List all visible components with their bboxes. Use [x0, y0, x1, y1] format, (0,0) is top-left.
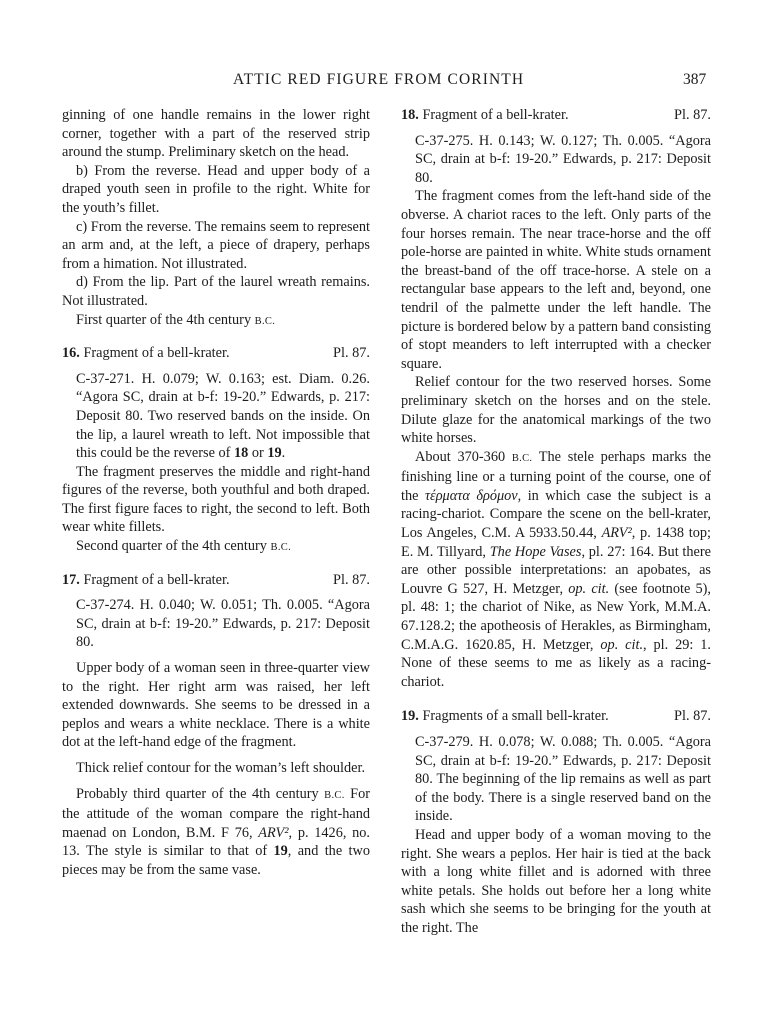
entry-17-title [62, 571, 230, 590]
entry-16-catalogue [62, 370, 370, 463]
date-text: First quarter of the 4th century [76, 311, 255, 328]
bc-smallcaps: B.C. [270, 542, 291, 554]
hope-vases-title: The Hope Vases [489, 543, 582, 560]
entry-18-heading [401, 106, 711, 125]
entry-18-relief: Relief contour for the two reserved horses. Some preliminary sketch on the horses and on the stele. Dilute glaze for the anatomical markings of the two white horses. [401, 374, 711, 447]
bc-smallcaps: B.C. [254, 315, 276, 327]
entry-19-description: Head and upper body of a woman moving to the right. She wears a peplos. Her hair is tied at the back with a long white fillet and is adorned with three white petals. She holds out before her a long white sash which she seems to be bringing for the youth at the right. The [401, 826, 711, 936]
comparison-text: , and the two pieces may be from the same vase. [62, 843, 370, 878]
entry-17-title-text: Fragment of a bell-krater. [79, 571, 230, 588]
running-title: ATTIC RED FIGURE FROM CORINTH [233, 71, 525, 88]
bc-smallcaps: B.C. [511, 452, 533, 464]
comparison-text: For the attitude of the woman compare the right-hand maenad on London, B.M. F 76, [62, 785, 370, 841]
discussion-text: About 370-360 [415, 448, 512, 465]
entry-18-description: The fragment comes from the left-hand side of the obverse. A chariot races to the left. Only parts of the four horses remain. The near trace-horse and the off pole-horse are painted in white. White studs ornament the breast-band of the off trace-horse. A stele on a rectangular base appears to the left and, beyond, one tendril of the palmette under the left handle. The picture is bordered below by a pattern band consisting of stopt meanders to left interrupted with a checker square. [401, 188, 711, 372]
entry-15b-paragraph: b) From the reverse. Head and upper body of a draped youth seen in profile to the right. White for the youth’s fillet. [62, 162, 370, 216]
entry-17-description: Upper body of a woman seen in three-quarter view to the right. Her right arm was raised, her left extended downwards. She seems to be dressed in a peplos and wears a white necklace. There is a white dot at the left-hand edge of the fragment. [62, 660, 370, 751]
date-text: Second quarter of the 4th century [76, 538, 271, 555]
comparison-text: , p. 1426, no. 13. The style is similar to that of [62, 824, 371, 860]
entry-15d-paragraph: d) From the lip. Part of the laurel wreath remains. Not illustrated. [62, 274, 370, 309]
greek-phrase: τέρματα δρόμον [424, 487, 518, 504]
op-cit: op. cit. [568, 580, 610, 597]
arv-abbrev: ARV² [258, 824, 289, 841]
entry-18-title-text: Fragment of a bell-krater. [418, 107, 569, 123]
entry-18-number: 18. [401, 107, 419, 123]
entry-18-plate: Pl. 87. [674, 107, 711, 123]
entry-19-catalogue: C-37-279. H. 0.078; W. 0.088; Th. 0.005. “Agora SC, drain at b-f: 19-20.” Edwards, p. 217: Deposit 80. The beginning of the lip remains as well as part of the body. There is a single reserved band on the inside. [415, 734, 711, 825]
entry-17-relief: Thick relief contour for the woman’s left shoulder. [76, 760, 366, 776]
or-text: or [248, 445, 268, 462]
entry-16-heading [62, 344, 370, 363]
ref-18: 18 [234, 445, 249, 462]
discussion-text: (see footnote 5), pl. 48: 1; the chariot of Nike, as New York, M.M.A. 67.128.2; the apotheosis of Herakles, as Birmingham, C.M.A.G. 1620.85, H. Metzger, [401, 580, 711, 653]
entry-19-title [401, 707, 609, 726]
catalogue-text: C-37-271. H. 0.079; W. 0.163; est. Diam. 0.26. “Agora SC, drain at b-f: 19-20.” Edwards, p. 217: Deposit 80. Two reserved bands on the inside. On the lip, a laurel wreath to left. Not impossible that this could be the reverse of [76, 370, 370, 462]
entry-17-date [62, 785, 370, 880]
left-column [62, 106, 370, 880]
entry-17-catalogue: C-37-274. H. 0.040; W. 0.051; Th. 0.005. “Agora SC, drain at b-f: 19-20.” Edwards, p. 217: Deposit 80. [76, 597, 370, 651]
entry-16-plate: Pl. 87. [333, 345, 370, 362]
page-number: 387 [683, 71, 707, 88]
entry-17-number: 17. [62, 571, 80, 588]
entry-18-discussion [401, 448, 711, 692]
op-cit: op. cit. [600, 636, 644, 653]
entry-19-plate: Pl. 87. [674, 708, 711, 725]
date-text: Probably third quarter of the 4th century [76, 785, 325, 802]
entry-15-date [62, 311, 370, 332]
entry-16-date [62, 537, 370, 558]
discussion-text: , pl. 27: 164. But there are other possible interpretations: an apobates, as Louvre G 527, H. Metzger, [401, 543, 711, 597]
entry-17-plate: Pl. 87. [333, 571, 370, 588]
right-column [401, 106, 711, 938]
discussion-text: , p. 1438 top; E. M. Tillyard, [401, 525, 711, 560]
bc-smallcaps: B.C. [324, 789, 345, 801]
entry-19-number: 19. [401, 708, 419, 725]
entry-15c-paragraph: c) From the reverse. The remains seem to represent an arm and, at the left, a piece of drapery, perhaps from a himation. Not illustrated. [62, 218, 370, 272]
entry-16-title-text: Fragment of a bell-krater. [79, 345, 230, 362]
discussion-text: , in which case the subject is a racing-chariot. Compare the scene on the bell-krater, Los Angeles, C.M. A 5933.50.44, [401, 487, 711, 542]
entry-19-heading [401, 707, 711, 726]
entry-18-title [401, 106, 569, 125]
entry-18-catalogue: C-37-275. H. 0.143; W. 0.127; Th. 0.005. “Agora SC, drain at b-f: 19-20.” Edwards, p. 217: Deposit 80. [415, 132, 711, 186]
arv-abbrev: ARV² [601, 525, 632, 542]
entry-16-description: The fragment preserves the middle and right-hand figures of the reverse, both youthful and both draped. The first figure faces to right, the second to left. Both wear white fillets. [62, 463, 370, 536]
running-header [0, 71, 773, 95]
ref-19: 19 [267, 445, 282, 462]
entry-17-heading [62, 571, 370, 590]
entry-19-title-text: Fragments of a small bell-krater. [418, 708, 609, 725]
discussion-text: , pl. 29: 1. None of these seems to me as likely as a racing-chariot. [401, 636, 712, 690]
ref-19: 19 [273, 843, 288, 860]
entry-15a-continuation: ginning of one handle remains in the lower right corner, together with a part of the reserved strip around the stump. Preliminary sketch on the head. [62, 107, 370, 161]
period: . [281, 445, 286, 462]
entry-16-title [62, 344, 230, 363]
discussion-text: The stele perhaps marks the finishing line or a turning point of the course, one of the [401, 448, 712, 504]
entry-16-number: 16. [62, 345, 80, 362]
